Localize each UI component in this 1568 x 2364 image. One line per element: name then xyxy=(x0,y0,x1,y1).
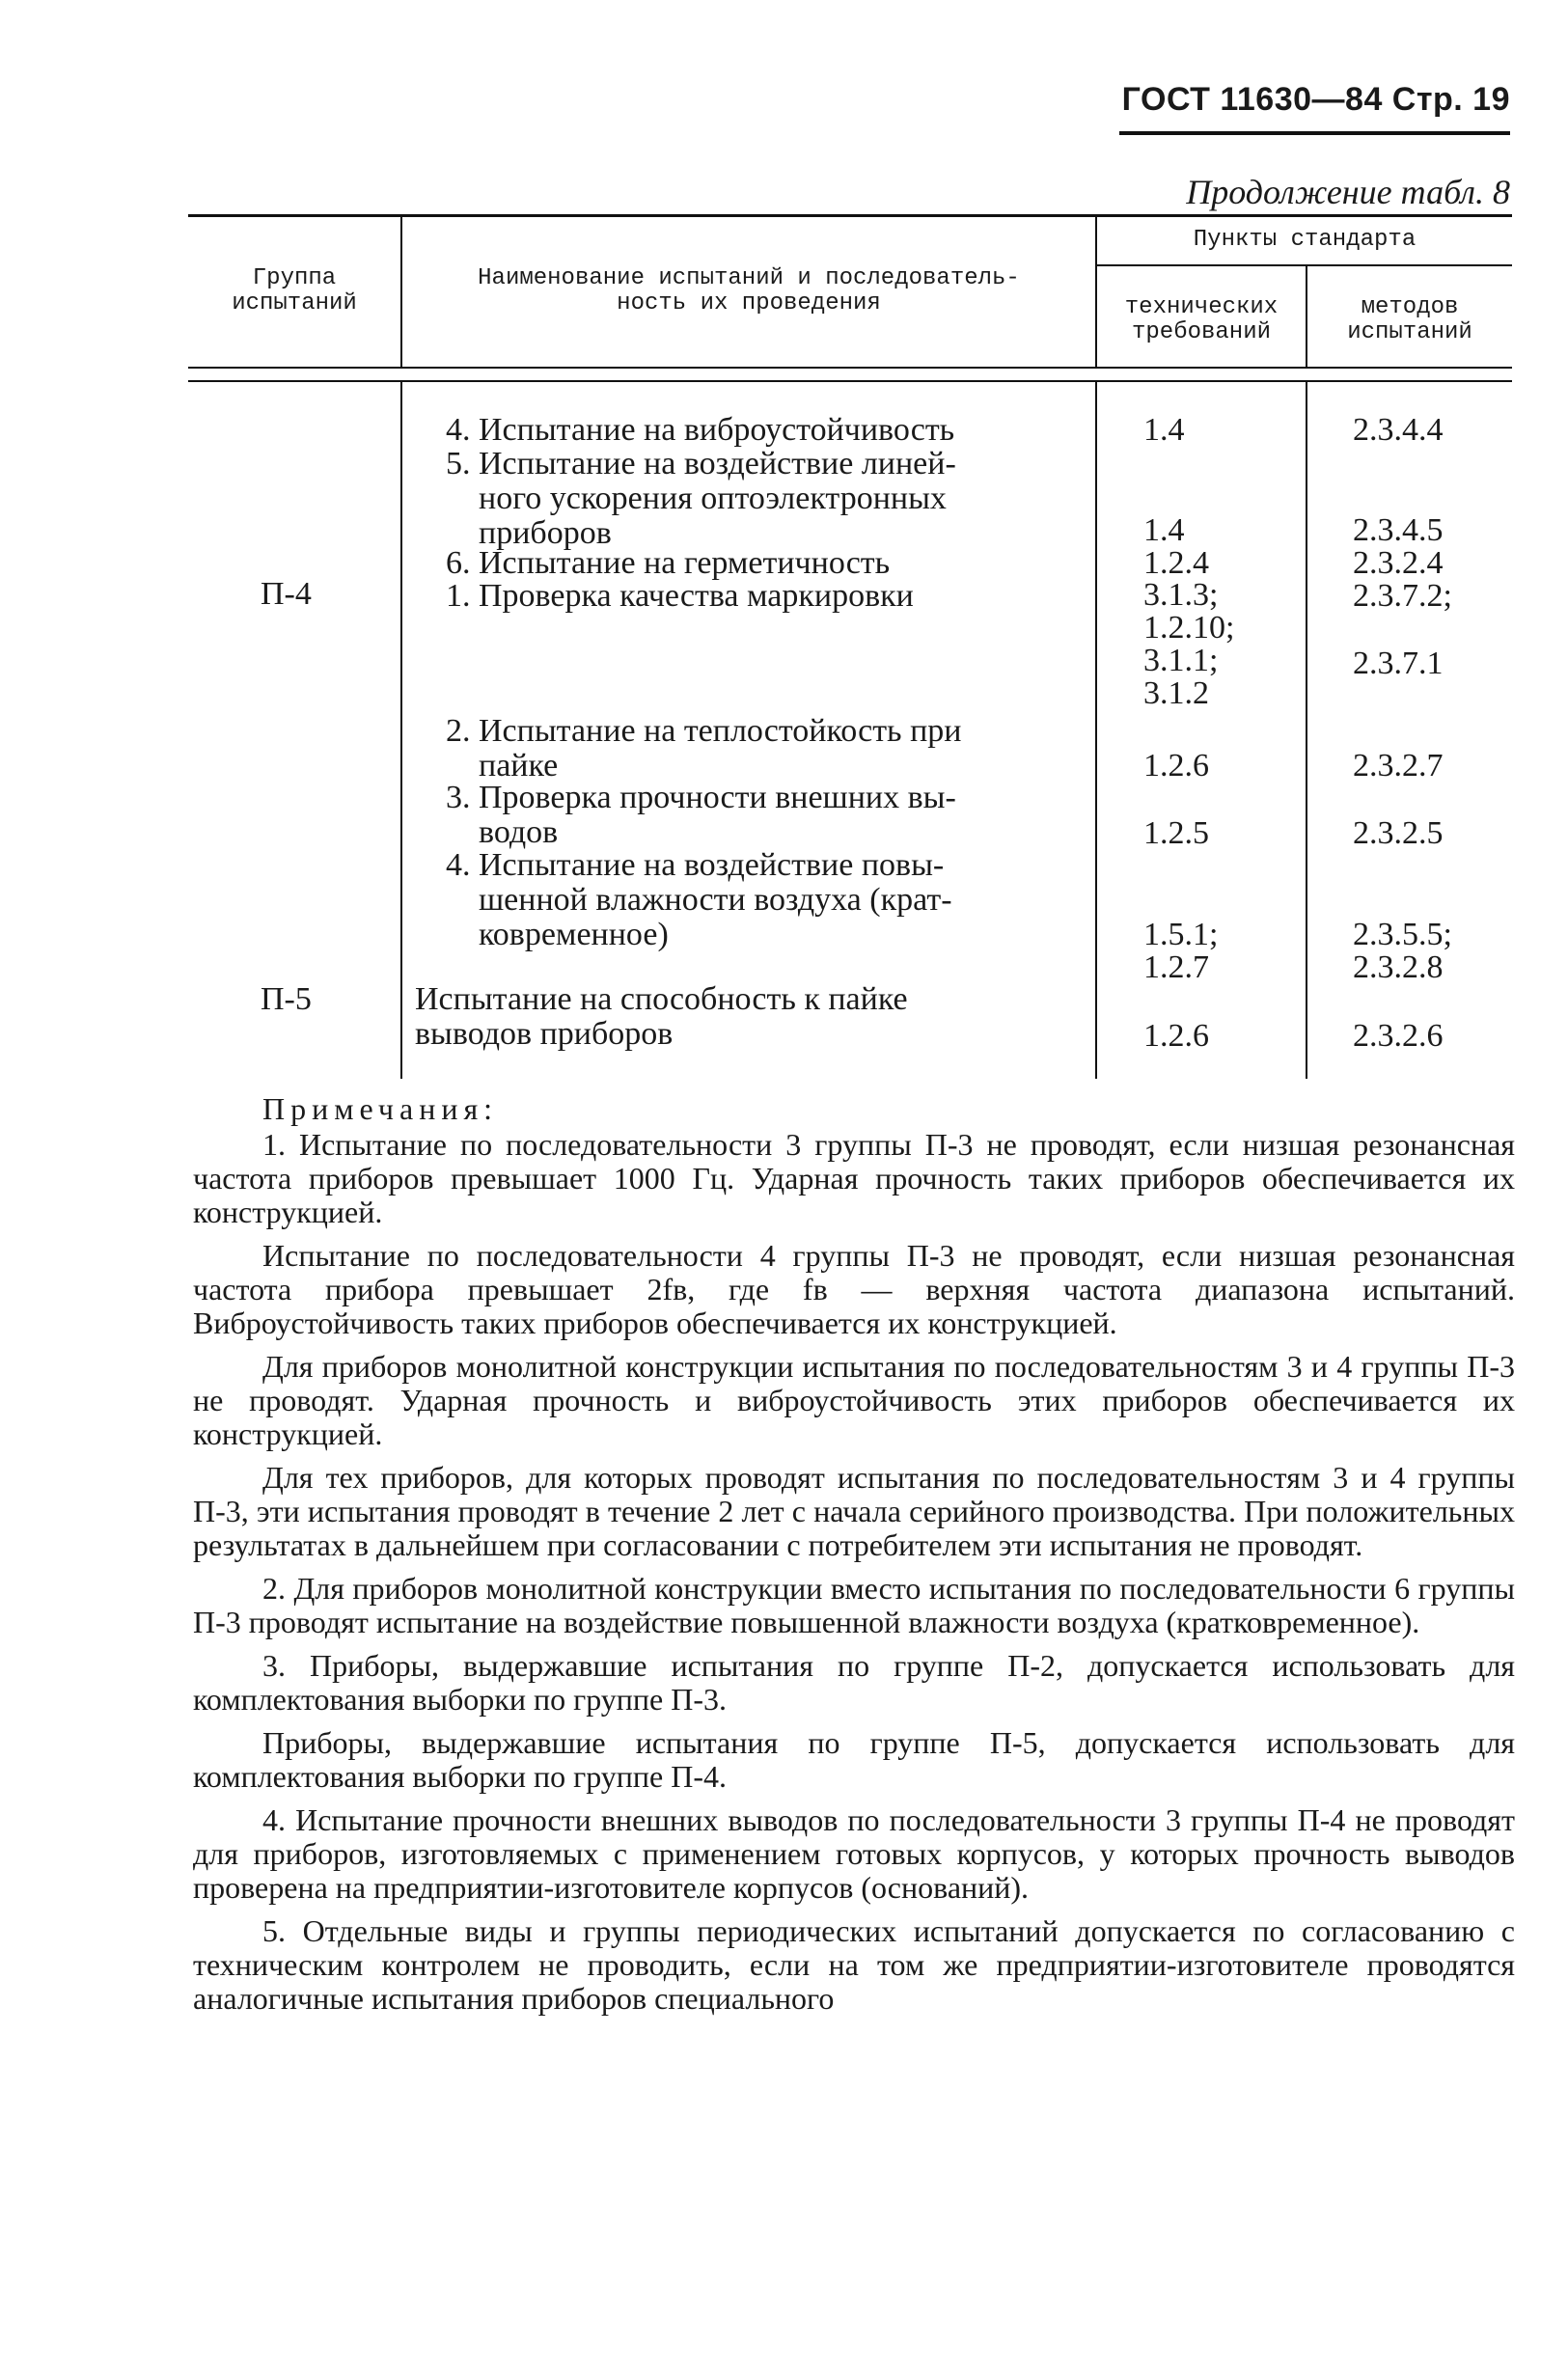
tech-req-value: 1.2.4 xyxy=(1143,545,1209,581)
group-label-p4: П-4 xyxy=(261,576,312,612)
note-paragraph: Для приборов монолитной конструкции испытания по последовательностям 3 и 4 группы П-3 не проводят. Ударная прочность и виброустойчивость этих приборов обеспечивается их конструкцией. xyxy=(193,1349,1515,1451)
note-paragraph: Приборы, выдержавшие испытания по группе П-5, допускается использовать для комплектования выборки по группе П-4. xyxy=(193,1725,1515,1794)
tech-req-value: 1.4 xyxy=(1143,412,1185,448)
col-divider-1-body xyxy=(400,382,402,1079)
test-name: 5. Испытание на воздействие линей- ного ускорения оптоэлектронных приборов xyxy=(446,446,956,551)
col-header-name: Наименование испытаний и последователь- ность их проведения xyxy=(478,265,1020,316)
tech-req-value: 1.2.6 xyxy=(1143,1018,1209,1054)
col-header-points: Пункты стандарта xyxy=(1193,227,1417,253)
test-method-value: 2.3.2.7 xyxy=(1353,748,1444,783)
test-method-value: 2.3.4.4 xyxy=(1353,412,1444,448)
tech-req-value: 1.4 xyxy=(1143,512,1185,548)
test-name: 4. Испытание на виброустойчивость xyxy=(446,412,955,448)
header-mid-rule xyxy=(1095,264,1512,266)
tech-req-value: 1.5.1; 1.2.7 xyxy=(1143,917,1219,985)
notes-section xyxy=(193,1092,1515,2025)
note-paragraph: 1. Испытание по последовательности 3 группы П-3 не проводят, если низшая резонансная частота приборов превышает 1000 Гц. Ударная прочность таких приборов обеспечивается их конструкцией. xyxy=(193,1127,1515,1229)
test-name: 4. Испытание на воздействие повы- шенной влажности воздуха (крат- ковременное) xyxy=(446,847,952,952)
col-header-group: Группа испытаний xyxy=(232,265,357,316)
group-label-p5: П-5 xyxy=(261,981,312,1017)
table-top-rule xyxy=(188,214,1512,217)
header-bottom-rule-1 xyxy=(188,367,1512,369)
test-method-value: 2.3.2.6 xyxy=(1353,1018,1444,1054)
test-method-value: 2.3.7.2; xyxy=(1353,578,1452,614)
page-header: ГОСТ 11630—84 Стр. 19 xyxy=(1121,81,1510,118)
tech-req-value: 1.2.6 xyxy=(1143,748,1209,783)
note-paragraph: Испытание по последовательности 4 группы П-3 не проводят, если низшая резонансная частота прибора превышает 2fв, где fв — верхняя частота диапазона испытаний. Виброустойчивость таких приборов обеспечивается их конструкцией. xyxy=(193,1238,1515,1340)
col-divider-3-body xyxy=(1306,382,1307,1079)
note-paragraph: 5. Отдельные виды и группы периодических испытаний допускается по согласованию с техническим контролем не проводить, если на том же предприятии-изготовителе проводятся аналогичные испытания приборов специального xyxy=(193,1913,1515,2016)
test-method-value: 2.3.2.4 xyxy=(1353,545,1444,581)
col-divider-2-body xyxy=(1095,382,1097,1079)
notes-heading: Примечания: xyxy=(262,1091,499,1126)
table-continuation-label: Продолжение табл. 8 xyxy=(1186,173,1510,211)
test-name: 6. Испытание на герметичность xyxy=(446,545,891,581)
col-divider-1-header xyxy=(400,216,402,369)
note-paragraph: 2. Для приборов монолитной конструкции вместо испытания по последовательности 6 группы П-3 проводят испытание на воздействие повышенной влажности воздуха (кратковременное). xyxy=(193,1571,1515,1639)
test-method-value: 2.3.5.5; 2.3.2.8 xyxy=(1353,917,1452,985)
note-paragraph: 3. Приборы, выдержавшие испытания по группе П-2, допускается использовать для комплектования выборки по группе П-3. xyxy=(193,1648,1515,1717)
test-name: Испытание на способность к пайке выводов приборов xyxy=(415,981,908,1052)
test-name: 2. Испытание на теплостойкость при пайке xyxy=(446,713,962,783)
tech-req-value: 1.2.5 xyxy=(1143,815,1209,851)
tech-req-value: 3.1.3; 1.2.10; 3.1.1; 3.1.2 xyxy=(1143,577,1235,711)
col-header-methods: методов испытаний xyxy=(1347,294,1472,345)
test-method-value: 2.3.2.5 xyxy=(1353,815,1444,851)
header-rule xyxy=(1119,131,1510,135)
note-paragraph: Для тех приборов, для которых проводят испытания по последовательностям 3 и 4 группы П-3, эти испытания проводят в течение 2 лет с начала серийного производства. При положительных результатах в дальнейшем при согласовании с потребителем эти испытания не проводят. xyxy=(193,1460,1515,1562)
test-method-value: 2.3.4.5 xyxy=(1353,512,1444,548)
header-bottom-rule-2 xyxy=(188,380,1512,382)
test-method-value: 2.3.7.1 xyxy=(1353,646,1444,681)
test-name: 3. Проверка прочности внешних вы- водов xyxy=(446,780,956,850)
col-header-tech: технических требований xyxy=(1124,294,1279,345)
note-paragraph: 4. Испытание прочности внешних выводов по последовательности 3 группы П-4 не проводят для приборов, изготовляемых с применением готовых корпусов, у которых прочность выводов проверена на предприятии-изготовителе корпусов (оснований). xyxy=(193,1802,1515,1905)
test-name: 1. Проверка качества маркировки xyxy=(446,578,914,614)
